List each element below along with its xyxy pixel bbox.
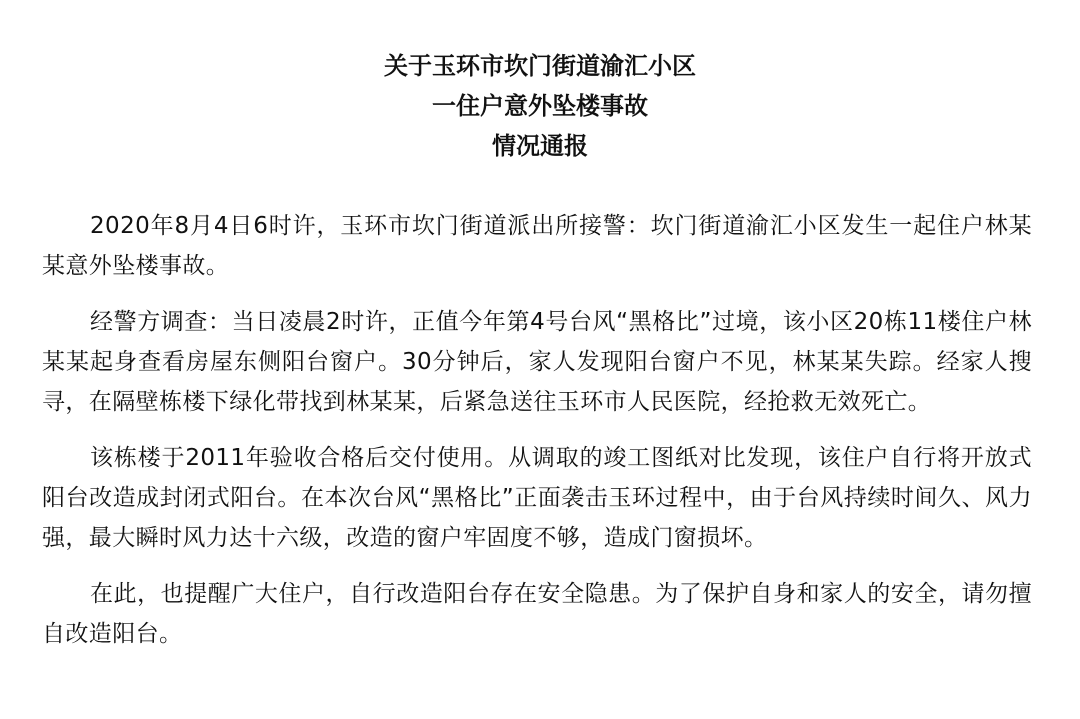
title-line-2: 一住户意外坠楼事故 (432, 92, 648, 120)
paragraph-incident-report: 2020年8月4日6时许，玉环市坎门街道派出所接警：坎门街道渝汇小区发生一起住户林某某意外坠楼事故。 (42, 213, 1032, 279)
notice-title (0, 46, 1080, 166)
paragraph-cause: 该栋楼于2011年验收合格后交付使用。从调取的竣工图纸对比发现，该住户自行将开放式阳台改造成封闭式阳台。在本次台风“黑格比”正面袭击玉环过程中，由于台风持续时间久、风力强，最大瞬时风力达十六级，改造的窗户牢固度不够，造成门窗损坏。 (42, 445, 1032, 551)
notice-body (42, 206, 1032, 670)
paragraph-safety-reminder: 在此，也提醒广大住户，自行改造阳台存在安全隐患。为了保护自身和家人的安全，请勿擅自改造阳台。 (42, 581, 1032, 647)
paragraph-investigation: 经警方调查：当日凌晨2时许，正值今年第4号台风“黑格比”过境，该小区20栋11楼住户林某某起身查看房屋东侧阳台窗户。30分钟后，家人发现阳台窗户不见，林某某失踪。经家人搜寻，在隔壁栋楼下绿化带找到林某某，后紧急送往玉环市人民医院，经抢救无效死亡。 (42, 309, 1032, 415)
title-line-1: 关于玉环市坎门街道渝汇小区 (384, 52, 696, 80)
title-line-3: 情况通报 (492, 132, 588, 160)
